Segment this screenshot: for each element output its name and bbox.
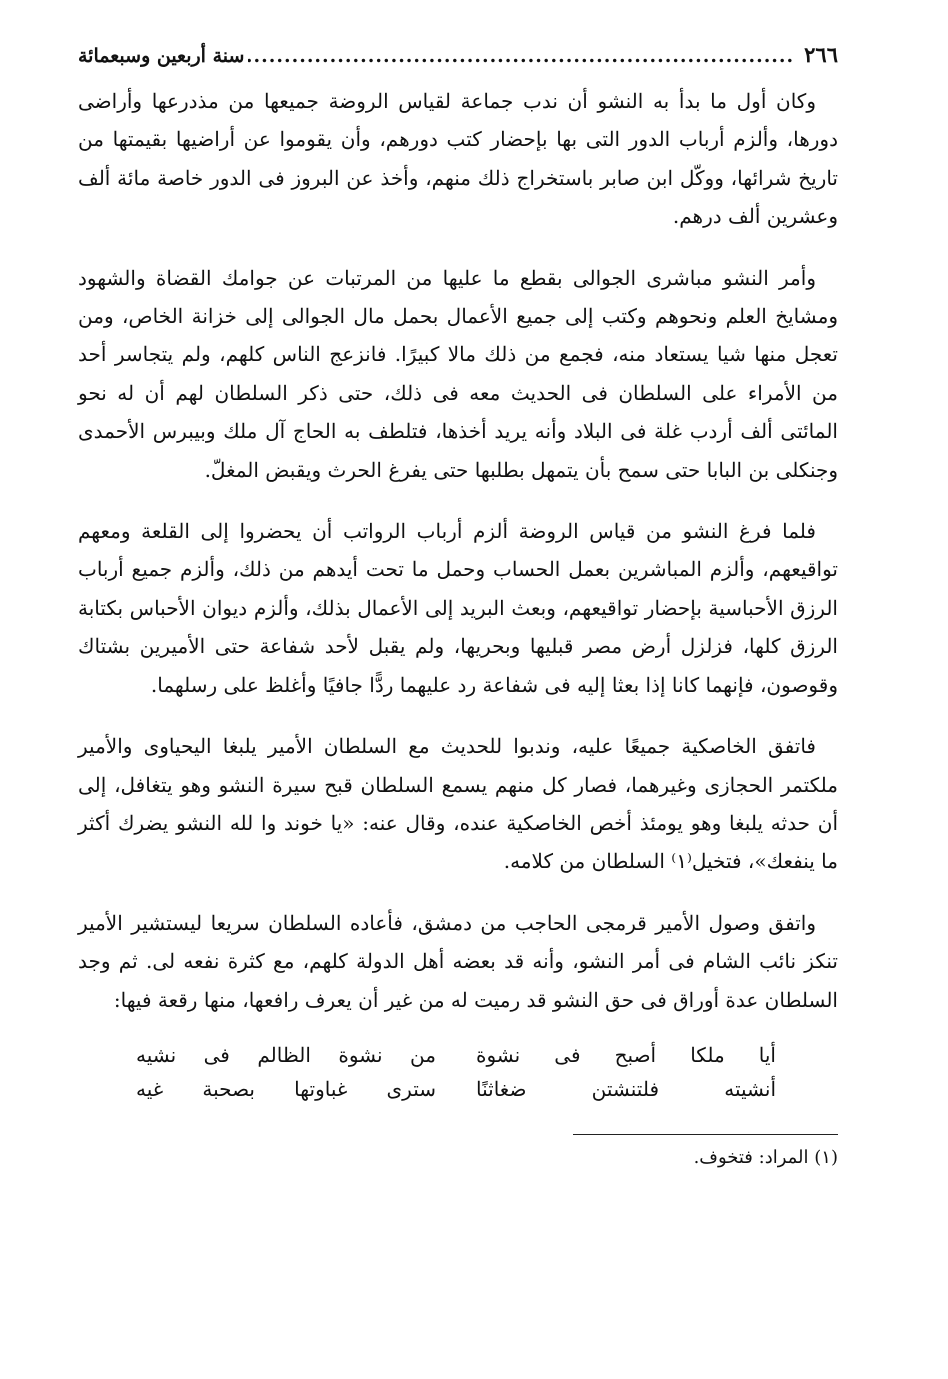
footnote-divider	[573, 1134, 838, 1135]
leader-dots	[248, 41, 794, 70]
verse-second-hemistich: من نشوة الظالم فى نشيه	[136, 1042, 436, 1067]
book-page	[78, 40, 838, 1173]
paragraph: وكان أول ما بدأ به النشو أن ندب جماعة لقياس الروضة جميعها من مذدرعها وأراضى دورها، وألزم أرباب الدور التى بها بإحضار كتب دورهم، وأن يقوموا عن أراضيها بقيمتها من تاريخ شرائها، ووكّل ابن صابر باستخراج ذلك منهم، وأخذ عن البروز فى الدور خاصة مائة ألف وعشرين ألف درهم.	[78, 89, 838, 229]
paragraph: وأمر النشو مباشرى الجوالى بقطع ما عليها من المرتبات عن جوامك القضاة والشهود ومشايخ العلم ونحوهم وكتب إلى جميع الأعمال بحمل مال الجوالى إلى خزانة الخاص، ومن تعجل منها شيا يستعاد منه، فجمع من ذلك مالا كبيرًا. فانزعج الناس كلهم، ولم يتجاسر أحد من الأمراء على السلطان فى الحديث معه فى ذلك، حتى ذكر السلطان لهم أن له نحو المائتى ألف أردب غلة فى البلاد وأنه يريد أخذها، فتلطف به الحاج آل ملك وبيبرس الأحمدى وجنكلى بن البابا حتى سمح بأن يتمهل بطلبها حتى يفرغ الحرث ويقبض المغلّ.	[78, 265, 838, 482]
verse-first-hemistich: أيا ملكا أصبح فى نشوة	[476, 1042, 776, 1067]
section-title: سنة أربعين وسبعمائة	[78, 45, 245, 67]
paragraph: واتفق وصول الأمير قرمجى الحاجب من دمشق، فأعاده السلطان سريعا ليستشير الأمير تنكز نائب الشام فى أمر النشو، وأنه قد بعضه أهل الدولة كلهم، مع كثرة نفعه لى. ثم وجد السلطان عدة أوراق فى حق النشو قد رميت له من غير أن يعرف رافعها، منها رقعة فيها:	[78, 910, 838, 1012]
poem-verse	[78, 1038, 838, 1072]
verse-first-hemistich: أنشيته فلتنشتن ضغاثنًا	[476, 1076, 776, 1101]
running-head	[78, 40, 838, 70]
paragraph: فاتفق الخاصكية جميعًا عليه، وندبوا للحديث مع السلطان الأمير يلبغا اليحياوى والأمير ملكتمر الحجازى وغيرهما، فصار كل منهم يسمع السلطان قبح سيرة النشو وهو يتغافل، إلى أن حدثه يلبغا وهو يومئذ أخص الخاصكية عنده، وقال عنه: «يا خوند وا لله النشو يضرك أكثر ما ينفعك»، فتخيل⁽١⁾ السلطان من كلامه.	[78, 734, 838, 874]
body-text	[78, 82, 838, 1019]
poem	[78, 1038, 838, 1106]
paragraph: فلما فرغ النشو من قياس الروضة ألزم أرباب الرواتب أن يحضروا إلى القلعة ومعهم تواقيعهم، وألزم المباشرين بعمل الحساب وحمل ما تحت أيدهم من ذلك، وألزم جميع أرباب الرزق الأحباسية بإحضار تواقيعهم، وبعث البريد إلى الأعمال بذلك، وألزم ديوان الأحباس بكتابة الرزق كلها، فزلزل أرض مصر قبليها وبحريها، ولم يقبل لأحد شفاعة حتى الأميرين بشتاك وقوصون، فإنهما كانا إذا بعثا إليه فى شفاعة رد عليهما ردًّا جافيًا وأغلظ على رسلهما.	[78, 519, 838, 697]
poem-verse	[78, 1072, 838, 1106]
verse-second-hemistich: سترى غباوتها بصحبة غيه	[136, 1076, 436, 1101]
page-number: ٢٦٦	[804, 42, 838, 67]
footnote: (١) المراد: فتخوف.	[693, 1146, 838, 1168]
